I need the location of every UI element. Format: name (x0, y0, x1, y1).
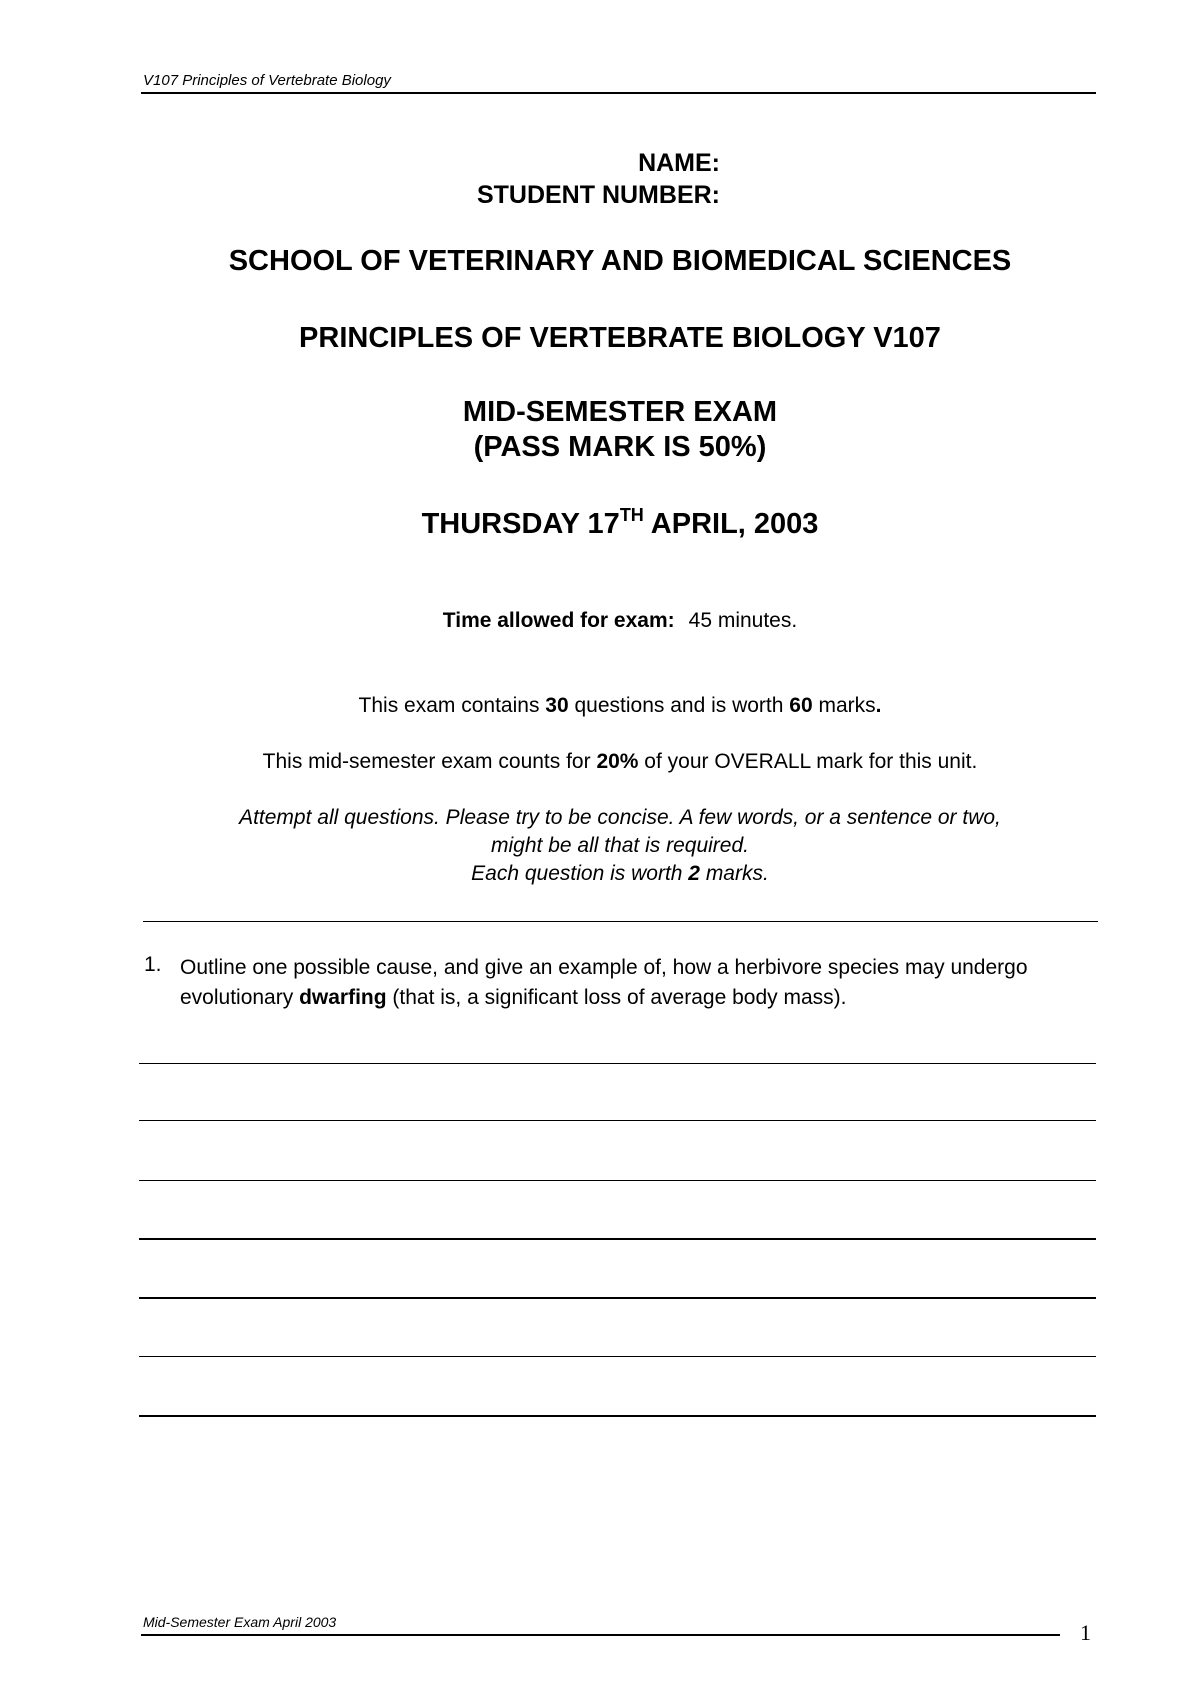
question-text-post: (that is, a significant loss of average body mass). (386, 986, 847, 1009)
question-keyword: dwarfing (299, 986, 387, 1009)
weight-value: 20% (596, 750, 639, 773)
question-count-post: marks (812, 694, 876, 717)
time-allowed-label: Time allowed for exam: (442, 609, 675, 632)
total-marks: 60 (789, 694, 813, 717)
date-prefix: THURSDAY 17 (421, 508, 620, 540)
instructions-line-1: Attempt all questions. Please try to be concise. A few words, or a sentence or two, (239, 806, 1001, 829)
page-number: 1 (1080, 1620, 1091, 1645)
footer-divider (141, 1634, 1060, 1636)
instructions-line-3 (0, 862, 1200, 886)
marks-per-question-post: marks. (699, 862, 769, 885)
question-text-pre: Outline one possible cause, and give an example of, how a herbivore species may undergo evolutionary (180, 956, 1028, 1009)
question-number: 1. (144, 953, 162, 976)
answer-line[interactable] (139, 1297, 1096, 1299)
weight-pre: This mid-semester exam counts for (262, 750, 597, 773)
pass-mark: (PASS MARK IS 50%) (473, 431, 767, 463)
question-count-end: . (875, 694, 882, 717)
answer-line[interactable] (139, 1415, 1096, 1417)
running-header: V107 Principles of Vertebrate Biology (143, 72, 391, 89)
school-title: SCHOOL OF VETERINARY AND BIOMEDICAL SCIENCES (228, 245, 1012, 277)
footer-text: Mid-Semester Exam April 2003 (143, 1614, 337, 1630)
weight-post: of your OVERALL mark for this unit. (638, 750, 978, 773)
question-count-pre: This exam contains (358, 694, 546, 717)
question-count-mid: questions and is worth (568, 694, 790, 717)
exam-title: MID-SEMESTER EXAM (462, 396, 778, 428)
question-count: 30 (545, 694, 569, 717)
marks-per-question-pre: Each question is worth (471, 862, 689, 885)
answer-line[interactable] (139, 1238, 1096, 1240)
marks-per-question: 2 (688, 862, 700, 885)
question-text (180, 953, 1090, 1013)
date-superscript: TH (619, 505, 644, 525)
header-divider (141, 92, 1096, 94)
question-count-statement (0, 694, 1200, 718)
time-allowed-value: 45 minutes. (688, 609, 798, 632)
answer-line[interactable] (139, 1356, 1096, 1357)
time-allowed (0, 609, 1200, 633)
course-title: PRINCIPLES OF VERTEBRATE BIOLOGY V107 (299, 322, 941, 354)
section-divider (143, 921, 1098, 922)
answer-line[interactable] (139, 1180, 1096, 1181)
name-label: NAME: (638, 149, 720, 177)
answer-line[interactable] (139, 1063, 1096, 1064)
student-number-label: STUDENT NUMBER: (476, 181, 720, 209)
exam-weight-statement (0, 750, 1200, 774)
exam-date (0, 505, 1200, 541)
answer-line[interactable] (139, 1120, 1096, 1121)
instructions-line-2: might be all that is required. (491, 834, 749, 857)
date-suffix: APRIL, 2003 (643, 508, 819, 540)
